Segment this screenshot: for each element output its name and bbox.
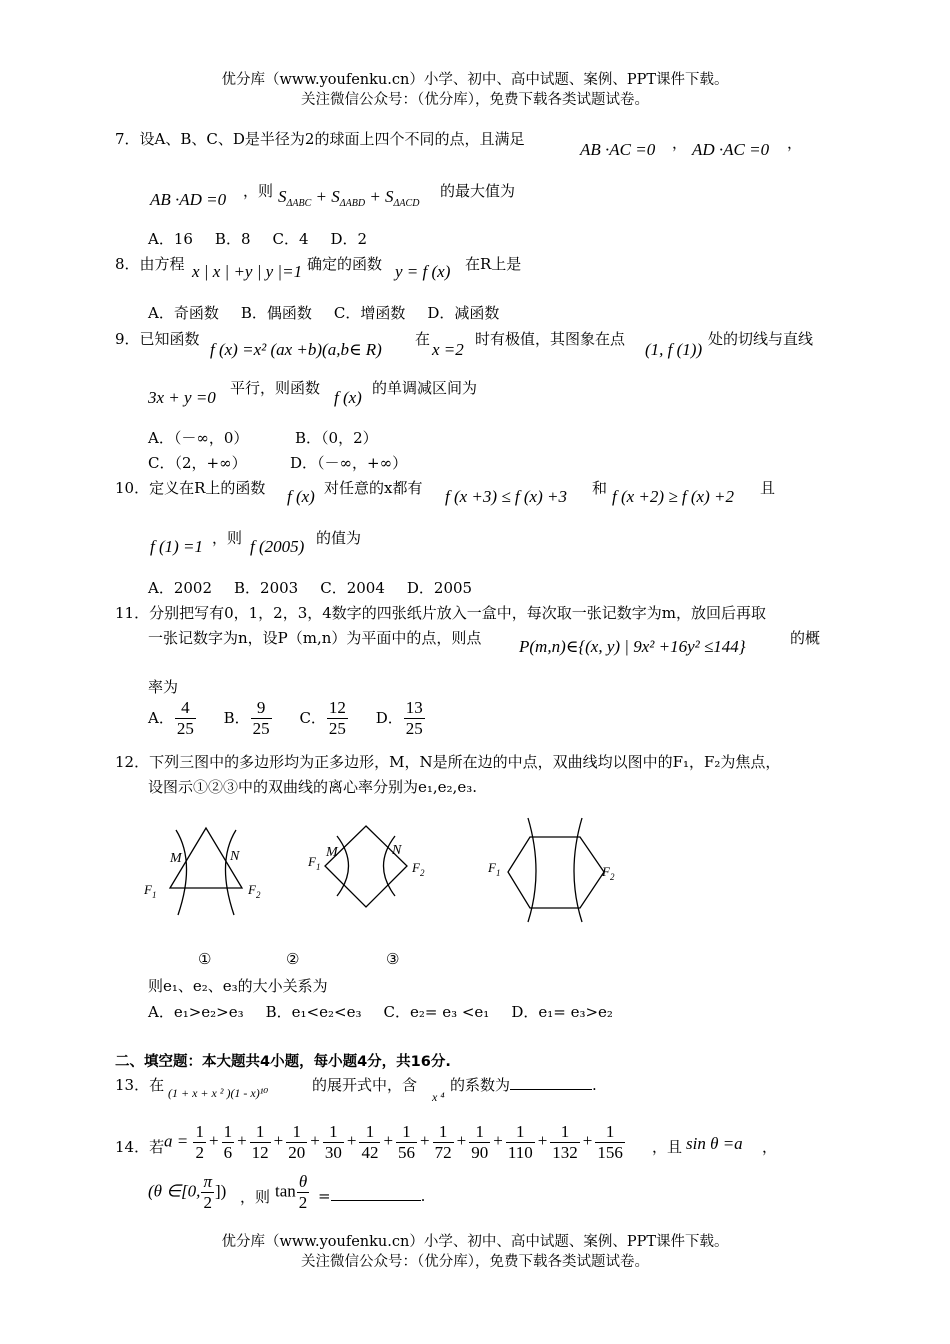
q14-fraction-denominator: 30 [324, 1143, 342, 1162]
q10-cond: f (1) =1 [150, 537, 204, 556]
q14-two: 2 [203, 1193, 212, 1212]
q14-plus: + [537, 1131, 548, 1151]
q12-option-c: C．e₂= e₃ <e₁ [383, 1003, 490, 1021]
q11-option-b: B． $\frac{9}{25}$ [223, 698, 270, 738]
q14-plus: + [237, 1131, 247, 1151]
q7-option-c: C．4 [272, 230, 309, 248]
fig2-label-f1: F [308, 854, 316, 869]
hyperbola-left-branch [176, 830, 187, 915]
q14-text2: ，且 [652, 1138, 683, 1156]
hyperbola-right-branch [225, 830, 236, 915]
q8-option-a: A．奇函数 [148, 304, 219, 322]
q9-text6: 的单调减区间为 [372, 379, 478, 397]
q9-text5: 平行，则函数 [230, 379, 321, 397]
q9-line: 3x + y =0 [148, 388, 216, 407]
q7-sep2: ， [787, 134, 803, 152]
q14-fraction-denominator: 90 [471, 1143, 489, 1162]
q7-area-sum: $S_{\Delta ABC} + S_{\Delta ABD} + S_{\Delta ACD}$ [278, 187, 420, 209]
q14-fraction [193, 1122, 206, 1163]
q11-expr: P(m,n)∈{(x, y) | 9x² +16y² ≤144} [519, 637, 746, 656]
q11-option-a: A． $\frac{4}{25}$ [148, 698, 194, 738]
q14-plus: + [208, 1131, 219, 1151]
q14-answer [318, 1186, 425, 1205]
q14-series [164, 1122, 626, 1163]
q12-line1: 12．下列三图中的多边形均为正多边形，M，N是所在边的中点，双曲线均以图中的F₁，F₂为焦点， [115, 753, 781, 771]
q7-option-a: A．16 [148, 230, 193, 248]
q14-text3: ，则 [240, 1188, 271, 1206]
q13-text2: 的展开式中，含 [312, 1076, 418, 1094]
q14-fraction [595, 1122, 625, 1163]
q14-tan [275, 1172, 310, 1213]
q8-option-d: D．减函数 [427, 304, 500, 322]
q10-option-b: B．2003 [234, 579, 299, 597]
q12-line2: 设图示①②③中的双曲线的离心率分别为e₁,e₂,e₃. [148, 778, 477, 796]
q14-theta: θ [297, 1172, 310, 1193]
q9-func: f (x) =x² (ax +b)(a,b∈ R) [210, 340, 382, 359]
q8-options [148, 302, 521, 323]
q14-fraction-numerator: 1 [506, 1122, 535, 1143]
q14-text: 14．若 [115, 1138, 165, 1156]
fig-label-1: ① [198, 950, 212, 968]
q9-fx: f (x) [334, 388, 362, 407]
q11-line2a: 一张记数字为n，设P（m,n）为平面中的点，则点 [148, 629, 482, 647]
q14-fraction [469, 1122, 490, 1163]
q14-fraction-denominator: 12 [251, 1143, 269, 1162]
q11-line3: 率为 [148, 678, 179, 696]
q14-plus: + [310, 1131, 320, 1151]
q9-option-c: C．（2，+∞） [148, 454, 247, 472]
q14-plus: + [383, 1131, 394, 1151]
section-2-title: 二、填空题：本大题共4小题，每小题4分，共16分. [115, 1054, 451, 1070]
q10-text3: 和 [592, 479, 608, 497]
q14-fraction-numerator: 1 [359, 1122, 380, 1143]
q8-text2: 确定的函数 [307, 255, 383, 273]
q8-equation: x | x | +y | y |=1 [192, 262, 303, 281]
q13-text3: 的系数为 [450, 1076, 511, 1094]
q14-fraction-numerator: 1 [250, 1122, 271, 1143]
q14-fraction-denominator: 132 [552, 1143, 578, 1162]
q14-range-open: (θ ∈[0, [148, 1181, 201, 1201]
q10-text4: 且 [760, 479, 776, 497]
q7-cond1: AB ·AC =0 [580, 140, 656, 159]
q7-option-d: D．2 [330, 230, 368, 248]
q14-fraction-denominator: 42 [361, 1143, 379, 1162]
fig1-label-f2: F [248, 882, 256, 897]
q10-target: f (2005) [250, 537, 305, 556]
q14-fraction-denominator: 2 [195, 1143, 204, 1162]
q14-fraction-numerator: 1 [223, 1122, 233, 1141]
q14-fraction-numerator: 1 [595, 1122, 625, 1143]
q10-text2: 对任意的x都有 [324, 479, 423, 497]
q7-cond3: AB ·AD =0 [150, 190, 227, 209]
fig-label-3: ③ [386, 950, 400, 968]
q14-fraction-denominator: 20 [288, 1143, 306, 1162]
q14-fraction-denominator: 110 [507, 1143, 533, 1162]
q10-text6: 的值为 [316, 529, 362, 547]
q10-fx: f (x) [287, 487, 315, 506]
fig1-label-n: N [230, 849, 240, 864]
q12-option-d: D．e₁= e₃>e₂ [511, 1003, 613, 1021]
q9-option-b: B．（0，2） [295, 429, 378, 447]
q14-plus: + [346, 1131, 357, 1151]
q14-pi: π [203, 1172, 212, 1191]
q10-text5: ，则 [212, 529, 243, 547]
q14-fraction [222, 1122, 235, 1163]
q10-ineq1: f (x +3) ≤ f (x) +3 [445, 487, 567, 506]
q14-answer-blank[interactable] [331, 1186, 421, 1201]
q14-fraction-numerator: 1 [469, 1122, 490, 1143]
figure-3-hexagon [508, 818, 604, 922]
q14-eq: = [318, 1187, 331, 1205]
q12-option-b: B．e₁<e₂<e₃ [265, 1003, 362, 1021]
q9-point: (1, f (1)) [645, 340, 703, 359]
fig3-label-f1-sub: 1 [496, 868, 501, 878]
q10-options [148, 577, 494, 598]
figure-1-triangle [170, 828, 242, 915]
q14-plus: + [456, 1131, 467, 1151]
q10-text: 10．定义在R上的函数 [115, 479, 266, 497]
q12-option-a: A．e₁>e₂>e₃ [148, 1003, 244, 1021]
q14-fraction [550, 1122, 580, 1163]
q14-fraction [433, 1122, 454, 1163]
q7-options [148, 228, 389, 249]
q12-options [148, 1001, 635, 1022]
fig2-label-m: M [326, 845, 338, 860]
q14-fraction-numerator: 1 [433, 1122, 454, 1143]
q11-line2b: 的概 [790, 629, 821, 647]
q14-fraction-numerator: 1 [195, 1122, 204, 1141]
q14-series-holder [192, 1122, 625, 1162]
fig3-label-f1: F [488, 860, 496, 875]
q14-fraction-denominator: 72 [434, 1143, 452, 1162]
q11-option-d: D． $\frac{13}{25}$ [375, 698, 423, 738]
q9-option-a: A．（－∞，0） [148, 429, 249, 447]
header-line-2: 关注微信公众号：（优分库），免费下载各类试题试卷。 [301, 92, 649, 108]
fig3-label-f2-sub: 2 [610, 872, 615, 882]
q14-tan-label: tan [275, 1181, 296, 1201]
q9-at: x =2 [432, 340, 464, 359]
q7-max: 的最大值为 [440, 182, 516, 200]
fig2-label-f2: F [412, 860, 420, 875]
q13-answer-blank[interactable] [510, 1075, 592, 1090]
q9-option-d: D．（－∞，+∞） [290, 454, 408, 472]
q14-fraction [323, 1122, 344, 1163]
q9-text3: 时有极值，其图象在点 [475, 330, 626, 348]
q14-plus: + [273, 1131, 284, 1151]
q8-option-c: C．增函数 [333, 304, 406, 322]
q7-cond2: AD ·AC =0 [692, 140, 770, 159]
q11-options [148, 698, 426, 739]
footer-line-1: 优分库（www.youfenku.cn）小学、初中、高中试题、案例、PPT课件下载。 [221, 1234, 729, 1250]
q14-fraction [286, 1122, 307, 1163]
fig2-label-n: N [392, 843, 402, 858]
q14-sin: sin θ =a [686, 1134, 743, 1153]
q14-fraction [359, 1122, 380, 1163]
q14-fraction [250, 1122, 271, 1163]
q13-expr: (1 + x + x ² )(1 - x)¹⁰ [168, 1086, 269, 1100]
q11-line1: 11．分别把写有0，1，2，3，4数字的四张纸片放入一盒中，每次取一张记数字为m，放回后再取 [115, 604, 767, 622]
footer-line-2: 关注微信公众号：（优分库），免费下载各类试题试卷。 [301, 1254, 649, 1270]
figure-2-square [325, 826, 407, 907]
q14-fraction-denominator: 156 [597, 1143, 623, 1162]
q14-end: . [420, 1187, 426, 1205]
q14-fraction-numerator: 1 [286, 1122, 307, 1143]
q14-comma: ， [762, 1138, 778, 1156]
q14-fraction-numerator: 1 [550, 1122, 580, 1143]
fig1-label-f1-sub: 1 [152, 890, 157, 900]
fig-label-2: ② [286, 950, 300, 968]
q14-a-eq: a = [164, 1131, 189, 1151]
q14-fraction [396, 1122, 417, 1163]
q14-fraction [506, 1122, 535, 1163]
q12-figures [130, 810, 650, 950]
q7-sep1: ， [672, 134, 688, 152]
fig1-label-f2-sub: 2 [256, 890, 261, 900]
q7-then: ，则 [243, 182, 274, 200]
q8-option-b: B．偶函数 [240, 304, 312, 322]
q7-option-b: B．8 [214, 230, 251, 248]
q13-text3-wrap [450, 1074, 597, 1095]
q14-range [148, 1172, 226, 1213]
q8-text: 8．由方程 [115, 255, 185, 273]
fig2-label-f2-sub: 2 [420, 868, 425, 878]
q7-text: 7．设A、B、C、D是半径为2的球面上四个不同的点，且满足 [115, 130, 525, 148]
q10-option-c: C．2004 [320, 579, 385, 597]
q14-fraction-denominator: 56 [398, 1143, 416, 1162]
q14-plus: + [420, 1131, 430, 1151]
q13-term: x ⁴ [432, 1090, 445, 1104]
q14-fraction-denominator: 6 [223, 1143, 233, 1162]
q10-ineq2: f (x +2) ≥ f (x) +2 [612, 487, 734, 506]
q14-two-b: 2 [298, 1193, 308, 1212]
fig1-label-f1: F [144, 882, 152, 897]
q9-text2: 在 [415, 330, 431, 348]
header-line-1: 优分库（www.youfenku.cn）小学、初中、高中试题、案例、PPT课件下载。 [221, 72, 729, 88]
fig3-label-f2: F [602, 864, 610, 879]
q8-func: y = f (x) [395, 262, 451, 281]
q14-fraction-numerator: 1 [396, 1122, 417, 1143]
q8-text3: 在R上是 [465, 255, 522, 273]
q13-end: . [592, 1076, 597, 1094]
fig1-label-m: M [170, 851, 182, 866]
q10-option-a: A．2002 [148, 579, 213, 597]
q14-plus: + [582, 1131, 593, 1151]
q9-text4: 处的切线与直线 [708, 330, 814, 348]
q12-question: 则e₁、e₂、e₃的大小关系为 [148, 977, 328, 995]
fig2-label-f1-sub: 1 [316, 862, 321, 872]
q10-option-d: D．2005 [406, 579, 473, 597]
q13-text: 13．在 [115, 1076, 165, 1094]
q11-option-c: C． $\frac{12}{25}$ [299, 698, 346, 738]
q14-range-close: ]) [214, 1181, 227, 1201]
q9-text: 9．已知函数 [115, 330, 200, 348]
q14-plus: + [493, 1131, 503, 1151]
q14-fraction-numerator: 1 [323, 1122, 344, 1143]
hexagon-shape [508, 837, 604, 908]
